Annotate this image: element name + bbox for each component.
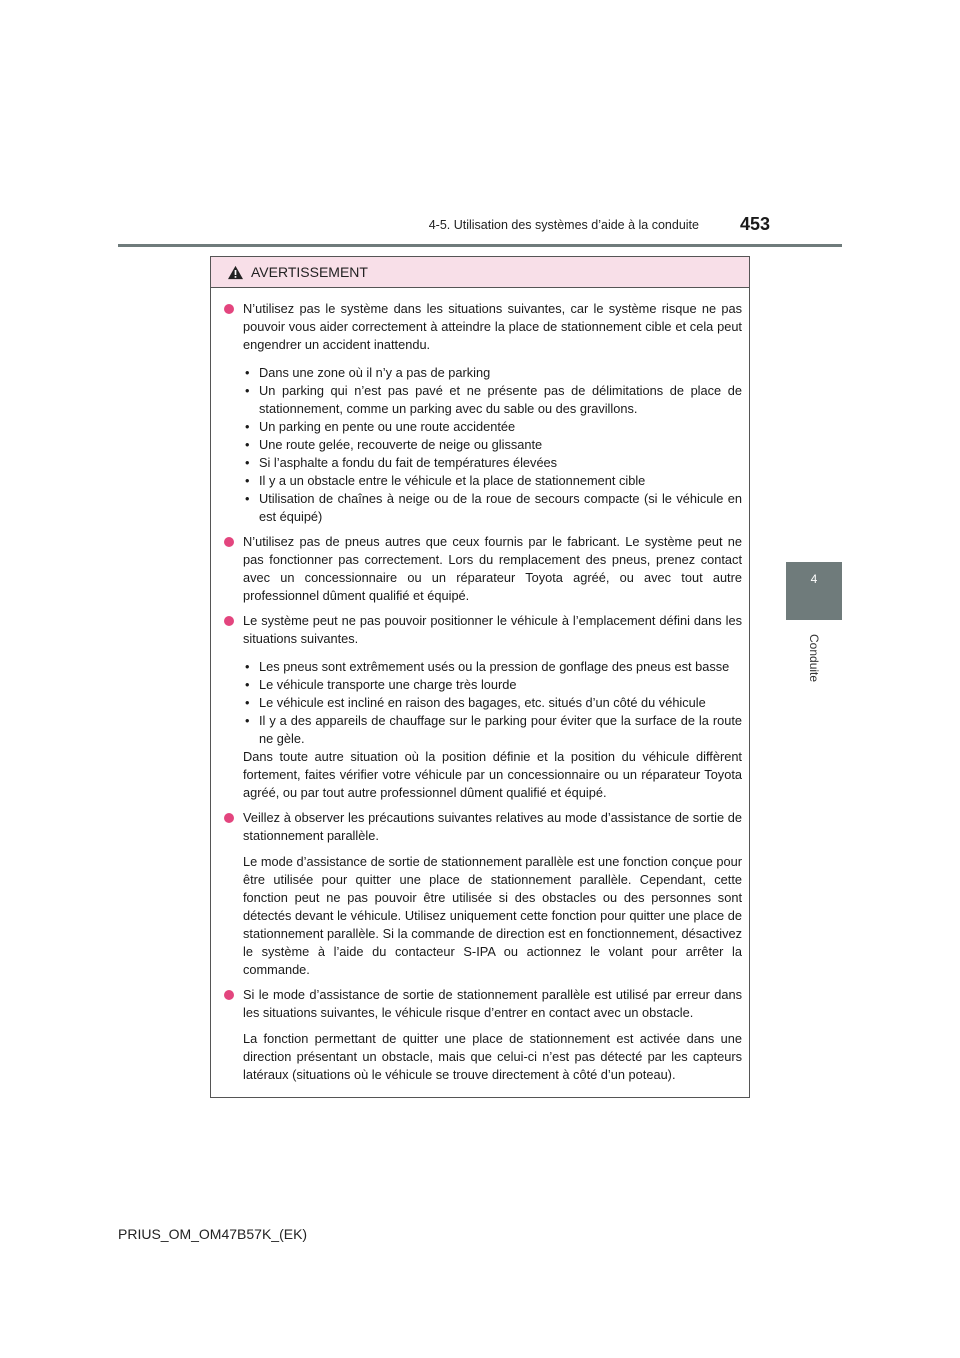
bullet-icon <box>224 616 234 626</box>
list-item: • Un parking en pente ou une route accidentée <box>243 418 742 436</box>
warning-item-followup: Dans toute autre situation où la position définie et la position du véhicule diffèrent fortement, faites vérifier votre véhicule par un concessionnaire ou un réparateur Toyota agréé, ou par tout autre professionnel dûment qualifié et équipé. <box>243 749 742 800</box>
warning-item <box>224 300 742 526</box>
condition-list <box>243 658 742 748</box>
warning-item <box>224 533 742 605</box>
warning-item-text: Si le mode d’assistance de sortie de stationnement parallèle est utilisé par erreur dans les situations suivantes, le véhicule risque d’entrer en contact avec un obstacle. <box>243 987 742 1020</box>
warning-box <box>210 256 750 1098</box>
list-item: • Le véhicule est incliné en raison des bagages, etc. situés d’un côté du véhicule <box>243 694 742 712</box>
warning-item-text: N’utilisez pas de pneus autres que ceux fournis par le fabricant. Le système peut ne pas fonctionner pas correctement. Lors du remplacement des pneus, prenez contact avec un concessionnaire ou un réparateur Toyota agréé, ou avec tout autre professionnel dûment qualifié et équipé. <box>243 534 742 603</box>
chapter-label-container <box>786 628 842 688</box>
chapter-label: Conduite <box>807 633 821 683</box>
list-item: • Le véhicule transporte une charge très lourde <box>243 676 742 694</box>
warning-item-text: N’utilisez pas le système dans les situations suivantes, car le système risque ne pas pouvoir vous aider correctement à atteindre la place de stationnement cible et cela peut engendrer un accident inattendu. <box>243 301 742 352</box>
header-divider <box>118 244 842 247</box>
warning-item <box>224 986 742 1084</box>
list-item: • Utilisation de chaînes à neige ou de la roue de secours compacte (si le véhicule en est équipé) <box>243 490 742 526</box>
bullet-icon <box>224 537 234 547</box>
chapter-number: 4 <box>810 572 818 586</box>
list-item: • Il y a un obstacle entre le véhicule et la place de stationnement cible <box>243 472 742 490</box>
page-number: 453 <box>740 214 771 234</box>
warning-item-detail: La fonction permettant de quitter une place de stationnement est activée dans une direction présentant un obstacle, mais que celui-ci n’est pas détecté par les capteurs latéraux (situations où le véhicule se trouve directement à côté d’un poteau). <box>243 1031 742 1082</box>
bullet-icon <box>224 304 234 314</box>
warning-header <box>211 257 749 288</box>
warning-title: AVERTISSEMENT <box>251 264 368 280</box>
warning-item-text: Veillez à observer les précautions suivantes relatives au mode d’assistance de sortie de stationnement parallèle. <box>243 810 742 843</box>
warning-triangle-icon <box>227 265 244 280</box>
list-item: • Il y a des appareils de chauffage sur le parking pour éviter que la surface de la route ne gèle. <box>243 712 742 748</box>
warning-item-detail: Le mode d’assistance de sortie de stationnement parallèle est une fonction conçue pour être utilisée pour quitter une place de stationnement parallèle. Cependant, cette fonction peut ne pas pouvoir être utilisée si des obstacles ou des personnes sont détectés devant le véhicule. Utilisez uniquement cette fonction pour quitter une place de stationnement parallèle. Si la commande de direction est en fonctionnement, désactivez le système à l’aide du contacteur S-IPA ou actionnez le volant pour arrêter la commande. <box>243 854 742 977</box>
list-item: • Un parking qui n’est pas pavé et ne présente pas de délimitations de place de stationnement, comme un parking avec du sable ou des gravillons. <box>243 382 742 418</box>
warning-item-text: Le système peut ne pas pouvoir positionner le véhicule à l’emplacement défini dans les situations suivantes. <box>243 613 742 646</box>
bullet-icon <box>224 990 234 1000</box>
document-code: PRIUS_OM_OM47B57K_(EK) <box>118 1226 308 1242</box>
warning-item <box>224 809 742 979</box>
list-item: • Les pneus sont extrêmement usés ou la pression de gonflage des pneus est basse <box>243 658 742 676</box>
warning-item <box>224 612 742 802</box>
list-item: • Dans une zone où il n’y a pas de parking <box>243 364 742 382</box>
list-item: • Une route gelée, recouverte de neige ou glissante <box>243 436 742 454</box>
section-title: 4-5. Utilisation des systèmes d’aide à la conduite <box>428 218 699 232</box>
bullet-icon <box>224 813 234 823</box>
condition-list <box>243 364 742 526</box>
list-item: • Si l’asphalte a fondu du fait de températures élevées <box>243 454 742 472</box>
chapter-tab <box>786 562 842 620</box>
warning-body <box>211 288 749 1084</box>
